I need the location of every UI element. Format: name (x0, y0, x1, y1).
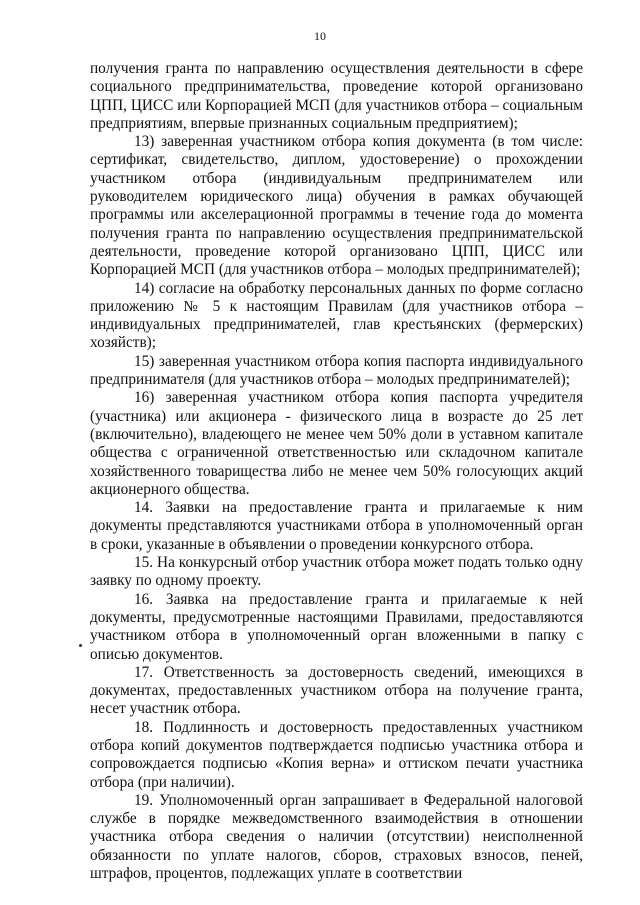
scan-speck (79, 644, 82, 647)
paragraph-item-13: 13) заверенная участником отбора копия документа (в том числе: сертификат, свидетельство, диплом, удостоверение) о прохождении участником отбора (индивидуальным предпринимателем или руководителем юридического лица) обучения в рамках обучающей программы или акселерационной программы в течение года до момента получения гранта по направлению осуществления предпринимательской деятельности, проведение которой организовано ЦПП, ЦИСС или Корпорацией МСП (для участников отбора – молодых предпринимателей); (90, 133, 583, 279)
paragraph-clause-14: 14. Заявки на предоставление гранта и прилагаемые к ним документы представляются участниками отбора в уполномоченный орган в сроки, указанные в объявлении о проведении конкурсного отбора. (90, 499, 583, 553)
paragraph-item-16: 16) заверенная участником отбора копия паспорта учредителя (участника) или акционера - физического лица в возрасте до 25 лет (включительно), владеющего не менее чем 50% доли в уставном капитале общества с ограниченной ответственностью или складочном капитале хозяйственного товарищества либо не менее чем 50% голосующих акций акционерного общества. (90, 389, 583, 498)
paragraph-item-15: 15) заверенная участником отбора копия паспорта индивидуального предпринимателя (для участников отбора – молодых предпринимателей); (90, 352, 583, 389)
paragraph-continuation: получения гранта по направлению осуществления деятельности в сфере социального предпринимательства, проведение которой организовано ЦПП, ЦИСС или Корпорацией МСП (для участников отбора – социальным предприятиям, впервые признанных социальным предприятием); (90, 60, 583, 132)
paragraph-clause-16: 16. Заявка на предоставление гранта и прилагаемые к ней документы, предусмотренные настоящими Правилами, предоставляются участником отбора в уполномоченный орган вложенными в папку с описью документов. (90, 590, 583, 663)
paragraph-clause-15: 15. На конкурсный отбор участник отбора может подать только одну заявку по одному проекту. (90, 554, 583, 590)
paragraph-clause-17: 17. Ответственность за достоверность сведений, имеющихся в документах, предоставленных участником отбора на получение гранта, несет участник отбора. (90, 663, 583, 718)
paragraph-clause-19: 19. Уполномоченный орган запрашивает в Федеральной налоговой службе в порядке межведомственного взаимодействия в отношении участника отбора сведения о наличии (отсутствии) неисполненной обязанности по уплате налогов, сборов, страховых взносов, пеней, штрафов, процентов, подлежащих уплате в соответствии (90, 791, 583, 883)
paragraph-clause-18: 18. Подлинность и достоверность предоставленных участником отбора копий документов подтверждается подписью участника отбора и сопровождается подписью «Копия верна» и оттиском печати участника отбора (при наличии). (90, 718, 583, 791)
page-number: 10 (314, 29, 326, 43)
document-body (90, 60, 583, 883)
paragraph-item-14: 14) согласие на обработку персональных данных по форме согласно приложению № 5 к настоящим Правилам (для участников отбора – индивидуальных предпринимателей, глав крестьянских (фермерских) хозяйств); (90, 279, 583, 352)
